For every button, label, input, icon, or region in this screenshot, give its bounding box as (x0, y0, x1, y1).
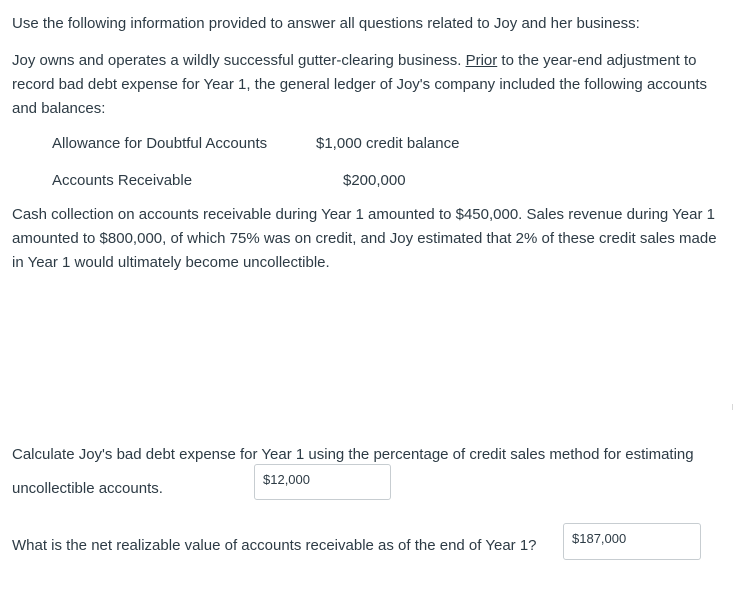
bad-debt-answer-field[interactable]: $12,000 (254, 464, 391, 500)
scenario-paragraph (12, 49, 724, 121)
scenario-text-end: to the year-end adjustment to record bad debt expense for Year 1, the general ledger of Joy's company included the following accounts and balances: (12, 52, 707, 117)
net-realizable-value-answer-field[interactable]: $187,000 (563, 523, 701, 560)
accounts-receivable-value: $200,000 (343, 172, 406, 189)
question-2-text: What is the net realizable value of accounts receivable as of the end of Year 1? (12, 537, 537, 554)
allowance-value: $1,000 credit balance (316, 135, 460, 152)
allowance-label: Allowance for Doubtful Accounts (52, 135, 268, 152)
question-1-text: Calculate Joy's bad debt expense for Year 1 using the percentage of credit sales method for estimating uncollectible accounts. (12, 446, 694, 497)
instructions-text: Use the following information provided to answer all questions related to Joy and her business: (12, 15, 640, 32)
scenario-text-start: Joy owns and operates a wildly successful gutter-clearing business. (12, 52, 466, 69)
prior-underlined: Prior (465, 52, 498, 69)
accounts-receivable-label: Accounts Receivable (52, 172, 193, 189)
sales-paragraph: Cash collection on accounts receivable during Year 1 amounted to $450,000. Sales revenue during Year 1 amounted to $800,000, of which 75% was on credit, and Joy estimated that 2% of these credit sales made in Year 1 would ultimately become uncollectible. (12, 206, 717, 271)
